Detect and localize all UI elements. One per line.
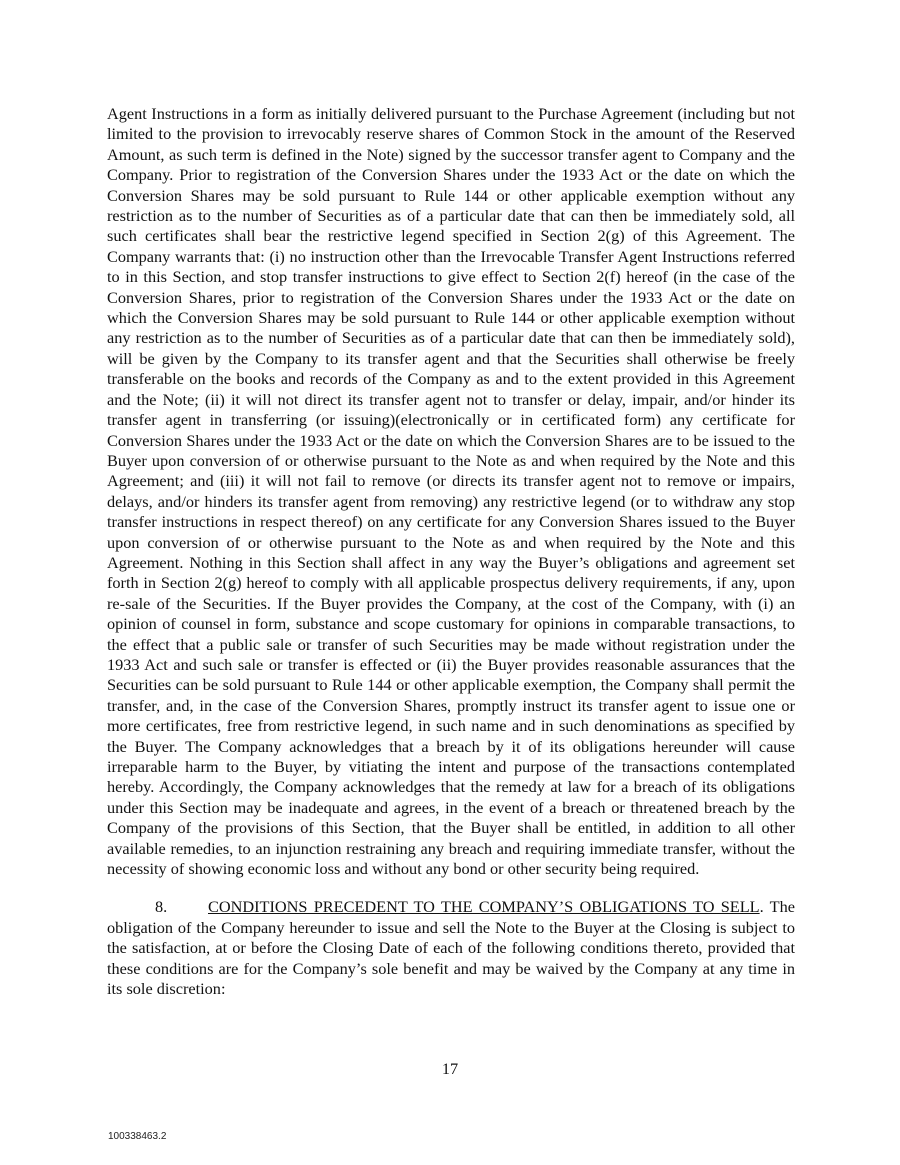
section-8-paragraph [107,897,795,999]
document-id: 100338463.2 [108,1131,167,1142]
page-number: 17 [441,1059,459,1078]
section-8-text: The obligation of the Company hereunder to issue and sell the Note to the Buyer at the Closing is subject to the satisfaction, at or before the Closing Date of each of the following conditions thereto, provided that these conditions are for the Company’s sole benefit and may be waived by the Company at any time in its sole discretion: [107,897,795,999]
section-number: 8. [155,897,168,917]
document-body [107,104,795,999]
section-7-continuation-paragraph: Agent Instructions in a form as initially delivered pursuant to the Purchase Agreement (including but not limited to the provision to irrevocably reserve shares of Common Stock in the amount of the Reserved Amount, as such term is defined in the Note) signed by the successor transfer agent to Company and the Company. Prior to registration of the Conversion Shares under the 1933 Act or the date on which the Conversion Shares may be sold pursuant to Rule 144 or other applicable exemption without any restriction as to the number of Securities as of a particular date that can then be immediately sold, all such certificates shall bear the restrictive legend specified in Section 2(g) of this Agreement. The Company warrants that: (i) no instruction other than the Irrevocable Transfer Agent Instructions referred to in this Section, and stop transfer instructions to give effect to Section 2(f) hereof (in the case of the Conversion Shares, prior to registration of the Conversion Shares under the 1933 Act or the date on which the Conversion Shares may be sold pursuant to Rule 144 or other applicable exemption without any restriction as to the number of Securities as of a particular date that can then be immediately sold), will be given by the Company to its transfer agent and that the Securities shall otherwise be freely transferable on the books and records of the Company as and to the extent provided in this Agreement and the Note; (ii) it will not direct its transfer agent not to transfer or delay, impair, and/or hinder its transfer agent in transferring (or issuing)(electronically or in certificated form) any certificate for Conversion Shares under the 1933 Act or the date on which the Conversion Shares are to be issued to the Buyer upon conversion of or otherwise pursuant to the Note as and when required by the Note and this Agreement; and (iii) it will not fail to remove (or directs its transfer agent not to remove or impairs, delays, and/or hinders its transfer agent from removing) any restrictive legend (or to withdraw any stop transfer instructions in respect thereof) on any certificate for any Conversion Shares issued to the Buyer upon conversion of or otherwise pursuant to the Note as and when required by the Note and this Agreement. Nothing in this Section shall affect in any way the Buyer’s obligations and agreement set forth in Section 2(g) hereof to comply with all applicable prospectus delivery requirements, if any, upon re-sale of the Securities. If the Buyer provides the Company, at the cost of the Company, with (i) an opinion of counsel in form, substance and scope customary for opinions in comparable transactions, to the effect that a public sale or transfer of such Securities may be made without registration under the 1933 Act and such sale or transfer is effected or (ii) the Buyer provides reasonable assurances that the Securities can be sold pursuant to Rule 144 or other applicable exemption, the Company shall permit the transfer, and, in the case of the Conversion Shares, promptly instruct its transfer agent to issue one or more certificates, free from restrictive legend, in such name and in such denominations as specified by the Buyer. The Company acknowledges that a breach by it of its obligations hereunder will cause irreparable harm to the Buyer, by vitiating the intent and purpose of the transactions contemplated hereby. Accordingly, the Company acknowledges that the remedy at law for a breach of its obligations under this Section may be inadequate and agrees, in the event of a breach or threatened breach by the Company of the provisions of this Section, that the Buyer shall be entitled, in addition to all other available remedies, to an injunction restraining any breach and requiring immediate transfer, without the necessity of showing economic loss and without any bond or other security being required. [107,104,795,879]
section-heading: CONDITIONS PRECEDENT TO THE COMPANY’S OBLIGATIONS TO SELL [208,897,760,917]
section-heading-period: . [759,897,764,917]
